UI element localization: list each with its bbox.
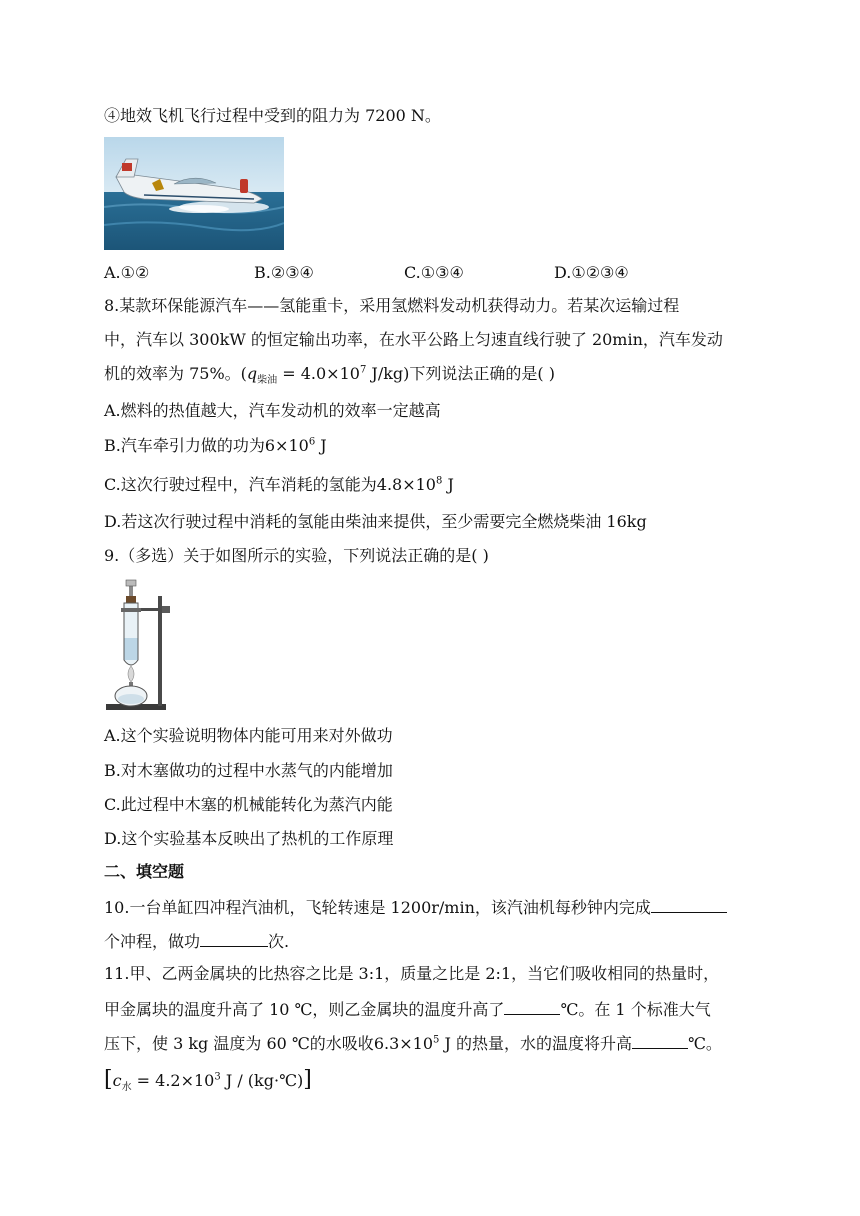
q9-option-d[interactable]: D.这个实验基本反映出了热机的工作原理	[104, 829, 394, 848]
test-tube-apparatus-figure	[104, 578, 176, 714]
q10-text-2: 个冲程，做功	[104, 932, 201, 951]
q-exponent: 7	[359, 364, 367, 376]
q11-text-2: ℃。在 1 个标准大气	[560, 1000, 711, 1019]
q10-line-1	[104, 896, 727, 918]
q10-blank-work[interactable]	[200, 930, 268, 947]
q8-option-c-unit: J	[442, 475, 454, 494]
q9-option-c[interactable]: C.此过程中木塞的机械能转化为蒸汽内能	[104, 795, 393, 814]
q11-line-3	[104, 1032, 722, 1054]
q8-line-2: 中，汽车以 300kW 的恒定输出功率，在水平公路上匀速直线行驶了 20min，汽车发动	[104, 330, 723, 349]
q11-heat-value: 6.3×10	[373, 1034, 434, 1053]
q7-options	[104, 263, 704, 283]
q8-line-3-pre: 机的效率为 75%。(	[104, 364, 247, 383]
q8-option-d[interactable]: D.若这次行驶过程中消耗的氢能由柴油来提供，至少需要完全燃烧柴油 16kg	[104, 512, 647, 531]
q8-option-b-value: 6×10	[264, 436, 309, 455]
q11-text-1: 甲金属块的温度升高了 10 ℃，则乙金属块的温度升高了	[104, 1000, 505, 1019]
q11-text-3: 压下，使 3 kg 温度为 60 ℃的水吸收	[104, 1034, 374, 1053]
q7-option-c[interactable]: C.①③④	[404, 263, 464, 282]
q8-option-c-exp: 8	[435, 475, 443, 487]
q-eq: = 4.0×10	[277, 364, 360, 383]
q11-blank-temp-rise-b[interactable]	[504, 998, 560, 1015]
q11-text-5: ℃。	[688, 1034, 722, 1053]
q10-blank-strokes[interactable]	[651, 896, 727, 913]
c-exponent: 3	[214, 1071, 221, 1083]
q8-option-b-unit: J	[315, 436, 327, 455]
q10-text-3: 次.	[268, 932, 290, 951]
q9-option-b[interactable]: B.对木塞做功的过程中水蒸气的内能增加	[104, 761, 393, 780]
q11-specific-heat-formula: [$c_水 = 4.2\times 10^3$ J / (kg·℃)]	[104, 1067, 312, 1094]
q8-line-1: 8.某款环保能源汽车——氢能重卡，采用氢燃料发动机获得动力。若某次运输过程	[104, 296, 680, 315]
q8-option-b[interactable]	[104, 436, 327, 456]
q11-blank-water-rise[interactable]	[632, 1032, 688, 1049]
q11-text-4: J 的热量，水的温度将升高	[439, 1034, 632, 1053]
q8-option-a[interactable]: A.燃料的热值越大，汽车发动机的效率一定越高	[104, 401, 441, 420]
q8-option-c[interactable]	[104, 475, 454, 495]
section-title-fill-in: 二、填空题	[104, 862, 185, 881]
q7-option-b[interactable]: B.②③④	[254, 263, 314, 282]
c-eq: = 4.2×10	[131, 1071, 215, 1090]
q-subscript: 柴油	[257, 375, 278, 387]
q11-heat-exp: 5	[433, 1034, 440, 1046]
q8-option-b-exp: 6	[308, 436, 316, 448]
q7-option-a[interactable]: A.①②	[104, 263, 150, 282]
q7-statement-4: ④地效飞机飞行过程中受到的阻力为 7200 N。	[104, 106, 441, 125]
q10-line-2	[104, 930, 289, 952]
q8-option-c-value: 4.8×10	[376, 475, 436, 494]
c-subscript: 水	[121, 1082, 132, 1094]
q8-option-b-text: B.汽车牵引力做的功为	[104, 436, 265, 455]
q9-stem: 9.（多选）关于如图所示的实验，下列说法正确的是( )	[104, 546, 489, 565]
q8-line-3-post: )下列说法正确的是( )	[403, 364, 555, 383]
q8-line-3	[104, 364, 555, 387]
q10-text-1: 10.一台单缸四冲程汽油机，飞轮转速是 1200r/min，该汽油机每秒钟内完成	[104, 898, 651, 917]
seaplane-photo	[104, 137, 284, 250]
q-unit: J/kg	[366, 364, 404, 383]
q8-option-c-text: C.这次行驶过程中，汽车消耗的氢能为	[104, 475, 377, 494]
q11-line-1: 11.甲、乙两金属块的比热容之比是 3:1，质量之比是 2:1，当它们吸收相同的热量时，	[104, 964, 720, 983]
c-symbol: c	[112, 1071, 122, 1090]
q7-option-d[interactable]: D.①②③④	[554, 263, 629, 282]
q-symbol: q	[246, 364, 258, 383]
q11-line-2	[104, 998, 711, 1020]
q9-option-a[interactable]: A.这个实验说明物体内能可用来对外做功	[104, 726, 393, 745]
c-unit: J / (kg·℃)	[220, 1071, 304, 1090]
